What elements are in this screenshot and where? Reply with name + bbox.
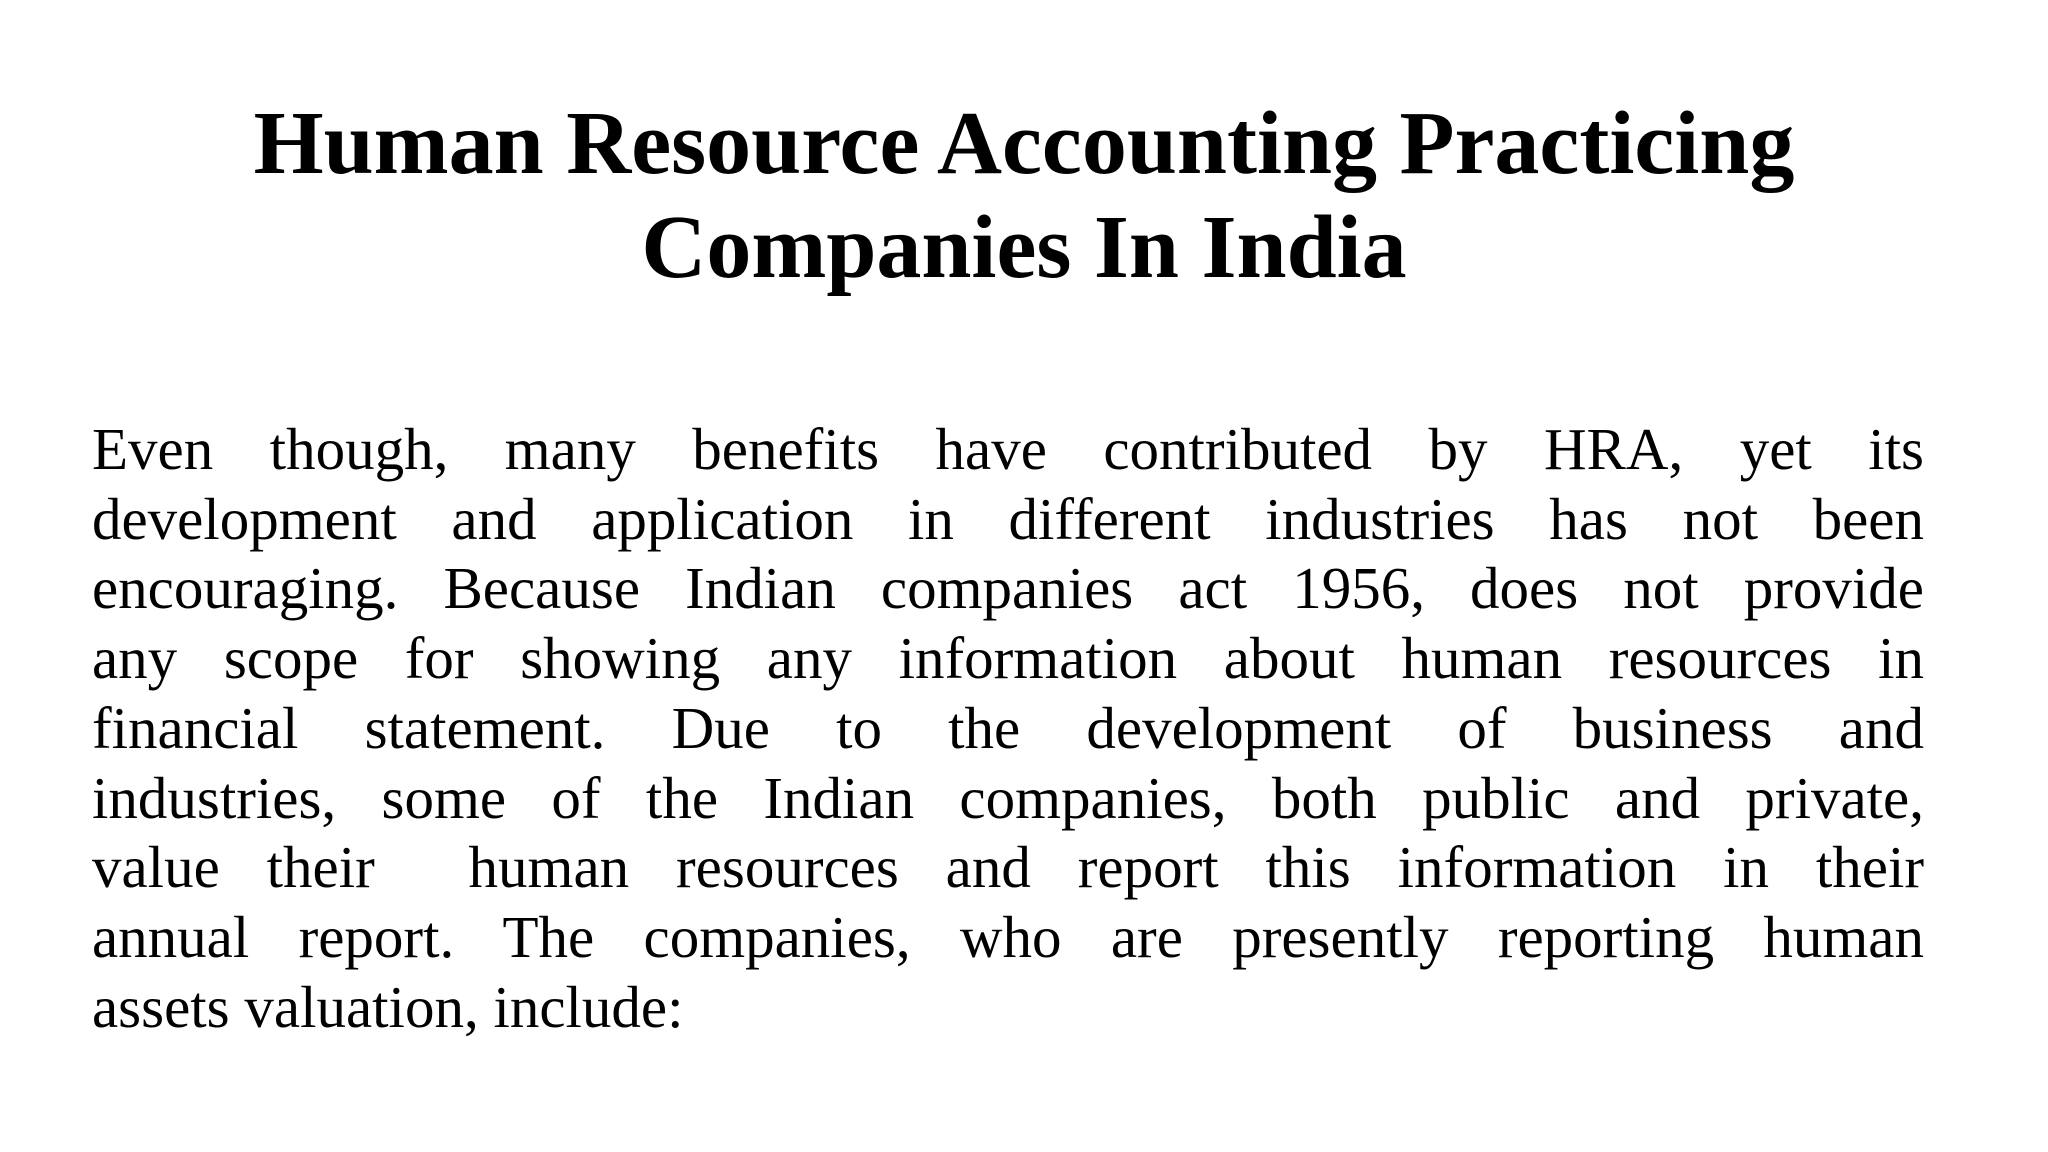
body-line: industries, some of the Indian companies, both public and private,: [92, 764, 1924, 831]
body-paragraph: [92, 415, 1924, 1042]
body-line: encouraging. Because Indian companies act 1956, does not provide: [92, 555, 1924, 622]
body-line: Even though, many benefits have contributed by HRA, yet its: [92, 416, 1924, 482]
body-line: financial statement. Due to the development of business and: [92, 694, 1924, 761]
body-line: any scope for showing any information about human resources in: [92, 625, 1924, 692]
body-line: development and application in different industries has not been: [92, 485, 1924, 552]
title-line-2: Companies In India: [641, 198, 1407, 297]
body-line: annual report. The companies, who are presently reporting human: [92, 903, 1924, 970]
title-line-1: Human Resource Accounting Practicing: [253, 94, 1795, 193]
body-line-last: assets valuation, include:: [92, 973, 684, 1040]
slide-title: [150, 92, 1898, 300]
body-line: value their human resources and report this information in their: [92, 834, 1924, 901]
